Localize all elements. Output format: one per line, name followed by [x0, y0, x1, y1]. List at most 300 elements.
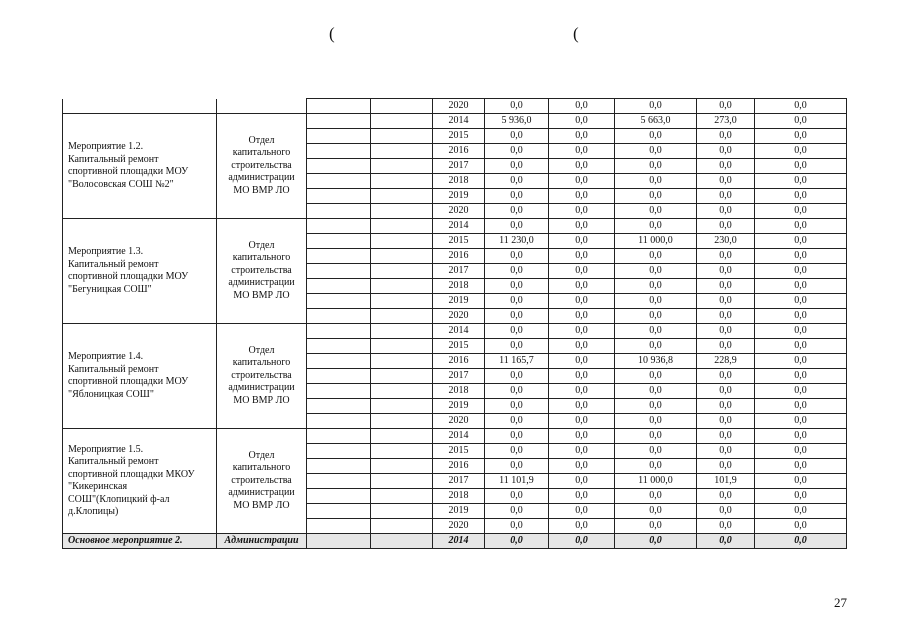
blank-cell [371, 414, 433, 429]
federal-budget-cell: 0,0 [549, 204, 615, 219]
other-sources-cell: 0,0 [755, 399, 847, 414]
department-line: строительства [231, 369, 292, 381]
total-cell: 0,0 [485, 219, 549, 234]
activity-description-line: "Волосовская СОШ №2" [68, 178, 174, 190]
other-sources-cell: 0,0 [755, 114, 847, 129]
local-budget-cell: 0,0 [697, 249, 755, 264]
total-cell: 11 165,7 [485, 354, 549, 369]
dept-cell [217, 99, 307, 114]
activity-description-line: спортивной площадки МОУ [68, 271, 189, 282]
federal-budget-cell: 0,0 [549, 249, 615, 264]
other-sources-cell: 0,0 [755, 219, 847, 234]
year-cell: 2020 [433, 414, 485, 429]
local-budget-cell: 0,0 [697, 189, 755, 204]
local-budget-cell: 0,0 [697, 399, 755, 414]
activity-description-line: Мероприятие 1.3. [68, 246, 144, 257]
local-budget-cell: 0,0 [697, 279, 755, 294]
federal-budget-cell: 0,0 [549, 534, 615, 549]
department-line: администрации [228, 382, 295, 394]
blank-cell [307, 519, 371, 534]
year-cell: 2017 [433, 159, 485, 174]
other-sources-cell: 0,0 [755, 384, 847, 399]
total-cell: 0,0 [485, 339, 549, 354]
year-cell: 2014 [433, 219, 485, 234]
other-sources-cell: 0,0 [755, 504, 847, 519]
blank-cell [371, 429, 433, 444]
blank-cell [371, 144, 433, 159]
year-cell: 2015 [433, 129, 485, 144]
other-sources-cell: 0,0 [755, 414, 847, 429]
blank-cell [307, 174, 371, 189]
total-cell: 0,0 [485, 519, 549, 534]
regional-budget-cell: 0,0 [615, 384, 697, 399]
department-line: Отдел [248, 449, 275, 461]
year-cell: 2019 [433, 294, 485, 309]
department-line: строительства [231, 474, 292, 486]
total-cell: 0,0 [485, 369, 549, 384]
blank-cell [307, 474, 371, 489]
federal-budget-cell: 0,0 [549, 174, 615, 189]
federal-budget-cell: 0,0 [549, 144, 615, 159]
regional-budget-cell: 0,0 [615, 369, 697, 384]
local-budget-cell: 0,0 [697, 219, 755, 234]
regional-budget-cell: 0,0 [615, 339, 697, 354]
year-cell: 2018 [433, 174, 485, 189]
regional-budget-cell: 5 663,0 [615, 114, 697, 129]
department-line: Отдел [248, 239, 275, 251]
total-cell: 0,0 [485, 294, 549, 309]
regional-budget-cell: 0,0 [615, 399, 697, 414]
activity-description-line: "Бегуницкая СОШ" [68, 283, 152, 295]
other-sources-cell: 0,0 [755, 339, 847, 354]
department-line: МО ВМР ЛО [233, 394, 290, 406]
program-activities-table [62, 98, 847, 549]
local-budget-cell: 0,0 [697, 429, 755, 444]
blank-cell [371, 459, 433, 474]
department-line: капитального [232, 252, 291, 264]
blank-cell [307, 444, 371, 459]
federal-budget-cell: 0,0 [549, 414, 615, 429]
activity-description-line: СОШ"(Клопицкий ф-ал [68, 493, 170, 505]
year-cell: 2015 [433, 234, 485, 249]
federal-budget-cell: 0,0 [549, 324, 615, 339]
table-body [63, 99, 847, 549]
blank-cell [307, 144, 371, 159]
blank-cell [307, 309, 371, 324]
total-cell: 0,0 [485, 174, 549, 189]
other-sources-cell: 0,0 [755, 174, 847, 189]
blank-cell [371, 519, 433, 534]
activity-description-line: Капитальный ремонт [68, 153, 159, 165]
year-cell: 2016 [433, 144, 485, 159]
local-budget-cell: 228,9 [697, 354, 755, 369]
department-line: администрации [228, 487, 295, 499]
responsible-department-cell [217, 429, 307, 534]
regional-budget-cell: 0,0 [615, 534, 697, 549]
year-cell: 2020 [433, 204, 485, 219]
blank-cell [371, 264, 433, 279]
regional-budget-cell: 0,0 [615, 324, 697, 339]
regional-budget-cell: 0,0 [615, 249, 697, 264]
local-budget-cell: 0,0 [697, 519, 755, 534]
department-line: капитального [232, 357, 291, 369]
total-cell: 0,0 [485, 504, 549, 519]
local-budget-cell: 273,0 [697, 114, 755, 129]
main-activity-label: Основное мероприятие 2. [63, 534, 217, 549]
total-cell: 0,0 [485, 384, 549, 399]
local-budget-cell: 0,0 [697, 489, 755, 504]
responsible-department-cell [217, 219, 307, 324]
year-cell: 2019 [433, 504, 485, 519]
year-cell: 2014 [433, 429, 485, 444]
department-line: МО ВМР ЛО [233, 184, 290, 196]
federal-budget-cell: 0,0 [549, 264, 615, 279]
other-sources-cell: 0,0 [755, 534, 847, 549]
table-row [63, 99, 847, 114]
department-line: капитального [232, 462, 291, 474]
table-row [63, 324, 847, 339]
regional-budget-cell: 0,0 [615, 264, 697, 279]
blank-cell [307, 399, 371, 414]
year-cell: 2018 [433, 489, 485, 504]
other-sources-cell: 0,0 [755, 249, 847, 264]
regional-budget-cell: 0,0 [615, 429, 697, 444]
local-budget-cell: 0,0 [697, 339, 755, 354]
blank-cell [371, 384, 433, 399]
blank-cell [307, 504, 371, 519]
activity-description-line: Мероприятие 1.5. [68, 443, 144, 455]
other-sources-cell: 0,0 [755, 519, 847, 534]
year-cell: 2020 [433, 519, 485, 534]
total-cell: 0,0 [485, 309, 549, 324]
year-cell: 2014 [433, 114, 485, 129]
other-sources-cell: 0,0 [755, 444, 847, 459]
blank-cell [307, 294, 371, 309]
local-budget-cell: 0,0 [697, 384, 755, 399]
year-cell: 2018 [433, 279, 485, 294]
federal-budget-cell: 0,0 [549, 309, 615, 324]
total-cell: 0,0 [485, 249, 549, 264]
blank-cell [371, 474, 433, 489]
activity-description-line: Мероприятие 1.4. [68, 351, 144, 362]
local-budget-cell: 0,0 [697, 504, 755, 519]
blank-cell [371, 504, 433, 519]
blank-cell [307, 234, 371, 249]
department-line: строительства [231, 264, 292, 276]
blank-cell [307, 354, 371, 369]
year-cell: 2019 [433, 399, 485, 414]
local-budget-cell: 0,0 [697, 309, 755, 324]
year-cell: 2014 [433, 324, 485, 339]
total-cell: 0,0 [485, 429, 549, 444]
other-sources-cell: 0,0 [755, 294, 847, 309]
total-cell: 11 101,9 [485, 474, 549, 489]
federal-budget-cell: 0,0 [549, 474, 615, 489]
department-line: Отдел [248, 344, 275, 356]
federal-budget-cell: 0,0 [549, 444, 615, 459]
regional-budget-cell: 0,0 [615, 144, 697, 159]
federal-budget-cell: 0,0 [549, 129, 615, 144]
blank-cell [307, 159, 371, 174]
local-budget-cell: 0,0 [697, 324, 755, 339]
blank-cell [307, 264, 371, 279]
federal-budget-cell: 0,0 [549, 189, 615, 204]
responsible-department-cell [217, 114, 307, 219]
other-sources-cell: 0,0 [755, 234, 847, 249]
blank-cell [307, 249, 371, 264]
local-budget-cell: 0,0 [697, 159, 755, 174]
federal-budget-cell: 0,0 [549, 519, 615, 534]
activity-description-cell [63, 429, 217, 534]
total-cell: 0,0 [485, 264, 549, 279]
blank-cell [371, 114, 433, 129]
regional-budget-cell: 0,0 [615, 159, 697, 174]
regional-budget-cell: 0,0 [615, 129, 697, 144]
other-sources-cell: 0,0 [755, 159, 847, 174]
total-cell: 0,0 [485, 444, 549, 459]
table-row [63, 219, 847, 234]
regional-budget-cell: 0,0 [615, 294, 697, 309]
activity-description-line: спортивной площадки МОУ [68, 166, 189, 177]
total-cell: 0,0 [485, 189, 549, 204]
blank-cell [371, 159, 433, 174]
federal-budget-cell: 0,0 [549, 279, 615, 294]
federal-budget-cell: 0,0 [549, 399, 615, 414]
activity-description-line: спортивной площадки МОУ [68, 376, 189, 387]
regional-budget-cell: 10 936,8 [615, 354, 697, 369]
local-budget-cell: 0,0 [697, 294, 755, 309]
blank-cell [307, 114, 371, 129]
desc-cell [63, 99, 217, 114]
activity-description-line: Капитальный ремонт [68, 363, 159, 375]
blank-cell [307, 369, 371, 384]
total-cell: 0,0 [485, 129, 549, 144]
blank-cell [371, 294, 433, 309]
activity-description-cell [63, 114, 217, 219]
other-sources-cell: 0,0 [755, 144, 847, 159]
blank-cell [307, 129, 371, 144]
responsible-department-cell [217, 324, 307, 429]
blank-cell [307, 459, 371, 474]
regional-budget-cell: 0,0 [615, 444, 697, 459]
blank-cell [371, 99, 433, 114]
local-budget-cell: 0,0 [697, 414, 755, 429]
other-sources-cell: 0,0 [755, 129, 847, 144]
year-cell: 2016 [433, 249, 485, 264]
other-sources-cell: 0,0 [755, 324, 847, 339]
other-sources-cell: 0,0 [755, 354, 847, 369]
regional-budget-cell: 0,0 [615, 414, 697, 429]
department-line: капитального [232, 147, 291, 159]
other-sources-cell: 0,0 [755, 429, 847, 444]
department-line: строительства [231, 159, 292, 171]
activity-description-line: спортивной площадки МКОУ [68, 468, 195, 480]
other-sources-cell: 0,0 [755, 309, 847, 324]
activity-description-line: "Яблоницкая СОШ" [68, 388, 154, 400]
regional-budget-cell: 0,0 [615, 504, 697, 519]
other-sources-cell: 0,0 [755, 474, 847, 489]
blank-cell [307, 339, 371, 354]
regional-budget-cell: 11 000,0 [615, 234, 697, 249]
blank-cell [371, 399, 433, 414]
federal-budget-cell: 0,0 [549, 219, 615, 234]
other-sources-cell: 0,0 [755, 189, 847, 204]
department-line: администрации [228, 172, 295, 184]
blank-cell [371, 354, 433, 369]
federal-budget-cell: 0,0 [549, 369, 615, 384]
federal-budget-cell: 0,0 [549, 99, 615, 114]
federal-budget-cell: 0,0 [549, 489, 615, 504]
page-number: 27 [834, 595, 847, 610]
regional-budget-cell: 0,0 [615, 519, 697, 534]
blank-cell [371, 489, 433, 504]
year-cell: 2016 [433, 459, 485, 474]
regional-budget-cell: 0,0 [615, 489, 697, 504]
year-cell: 2015 [433, 444, 485, 459]
total-cell: 0,0 [485, 399, 549, 414]
blank-cell [371, 249, 433, 264]
regional-budget-cell: 0,0 [615, 219, 697, 234]
blank-cell [371, 174, 433, 189]
year-cell: 2019 [433, 189, 485, 204]
blank-cell [307, 99, 371, 114]
blank-cell [307, 324, 371, 339]
blank-cell [371, 219, 433, 234]
department-line: МО ВМР ЛО [233, 499, 290, 511]
blank-cell [307, 489, 371, 504]
year-cell: 2017 [433, 264, 485, 279]
blank-cell [371, 129, 433, 144]
other-sources-cell: 0,0 [755, 279, 847, 294]
regional-budget-cell: 0,0 [615, 99, 697, 114]
regional-budget-cell: 0,0 [615, 459, 697, 474]
total-cell: 0,0 [485, 279, 549, 294]
local-budget-cell: 0,0 [697, 99, 755, 114]
other-sources-cell: 0,0 [755, 204, 847, 219]
regional-budget-cell: 11 000,0 [615, 474, 697, 489]
total-cell: 0,0 [485, 489, 549, 504]
federal-budget-cell: 0,0 [549, 159, 615, 174]
year-cell: 2017 [433, 369, 485, 384]
activity-description-line: д.Клопицы) [68, 506, 119, 517]
year-cell: 2016 [433, 354, 485, 369]
blank-cell [371, 234, 433, 249]
blank-cell [371, 339, 433, 354]
activity-description-line: "Кикеринская [68, 481, 128, 492]
year-cell: 2014 [433, 534, 485, 549]
local-budget-cell: 0,0 [697, 174, 755, 189]
table-row [63, 114, 847, 129]
local-budget-cell: 230,0 [697, 234, 755, 249]
total-cell: 0,0 [485, 459, 549, 474]
local-budget-cell: 0,0 [697, 534, 755, 549]
total-cell: 0,0 [485, 144, 549, 159]
local-budget-cell: 0,0 [697, 444, 755, 459]
year-cell: 2018 [433, 384, 485, 399]
blank-cell [371, 324, 433, 339]
total-cell: 0,0 [485, 99, 549, 114]
activity-description-cell [63, 219, 217, 324]
blank-cell [371, 534, 433, 549]
other-sources-cell: 0,0 [755, 99, 847, 114]
local-budget-cell: 0,0 [697, 459, 755, 474]
regional-budget-cell: 0,0 [615, 204, 697, 219]
right-parenthesis-mark: ( [573, 24, 579, 43]
blank-cell [371, 369, 433, 384]
blank-cell [371, 444, 433, 459]
blank-cell [371, 204, 433, 219]
federal-budget-cell: 0,0 [549, 384, 615, 399]
blank-cell [307, 189, 371, 204]
blank-cell [307, 219, 371, 234]
total-cell: 5 936,0 [485, 114, 549, 129]
federal-budget-cell: 0,0 [549, 114, 615, 129]
total-cell: 0,0 [485, 324, 549, 339]
other-sources-cell: 0,0 [755, 264, 847, 279]
federal-budget-cell: 0,0 [549, 339, 615, 354]
regional-budget-cell: 0,0 [615, 174, 697, 189]
regional-budget-cell: 0,0 [615, 309, 697, 324]
local-budget-cell: 0,0 [697, 264, 755, 279]
year-cell: 2020 [433, 99, 485, 114]
activity-description-line: Капитальный ремонт [68, 456, 159, 467]
department-line: МО ВМР ЛО [233, 289, 290, 301]
local-budget-cell: 0,0 [697, 129, 755, 144]
blank-cell [307, 534, 371, 549]
year-cell: 2020 [433, 309, 485, 324]
other-sources-cell: 0,0 [755, 489, 847, 504]
total-cell: 0,0 [485, 414, 549, 429]
total-cell: 0,0 [485, 159, 549, 174]
activity-description-line: Капитальный ремонт [68, 258, 159, 270]
federal-budget-cell: 0,0 [549, 234, 615, 249]
left-parenthesis-mark: ( [329, 24, 335, 43]
blank-cell [307, 204, 371, 219]
department-line: администрации [228, 277, 295, 289]
federal-budget-cell: 0,0 [549, 459, 615, 474]
total-cell: 0,0 [485, 534, 549, 549]
blank-cell [307, 384, 371, 399]
local-budget-cell: 0,0 [697, 204, 755, 219]
main-activity-row [63, 534, 847, 549]
table-row [63, 429, 847, 444]
total-cell: 0,0 [485, 204, 549, 219]
federal-budget-cell: 0,0 [549, 354, 615, 369]
federal-budget-cell: 0,0 [549, 294, 615, 309]
department-line: Отдел [248, 134, 275, 146]
blank-cell [307, 414, 371, 429]
blank-cell [371, 309, 433, 324]
local-budget-cell: 101,9 [697, 474, 755, 489]
other-sources-cell: 0,0 [755, 459, 847, 474]
activity-description-line: Мероприятие 1.2. [68, 141, 144, 152]
total-cell: 11 230,0 [485, 234, 549, 249]
year-cell: 2015 [433, 339, 485, 354]
blank-cell [371, 189, 433, 204]
main-activity-department: Администрации [217, 534, 307, 549]
blank-cell [371, 279, 433, 294]
other-sources-cell: 0,0 [755, 369, 847, 384]
activity-description-cell [63, 324, 217, 429]
federal-budget-cell: 0,0 [549, 429, 615, 444]
local-budget-cell: 0,0 [697, 369, 755, 384]
regional-budget-cell: 0,0 [615, 279, 697, 294]
blank-cell [307, 279, 371, 294]
regional-budget-cell: 0,0 [615, 189, 697, 204]
blank-cell [307, 429, 371, 444]
year-cell: 2017 [433, 474, 485, 489]
federal-budget-cell: 0,0 [549, 504, 615, 519]
